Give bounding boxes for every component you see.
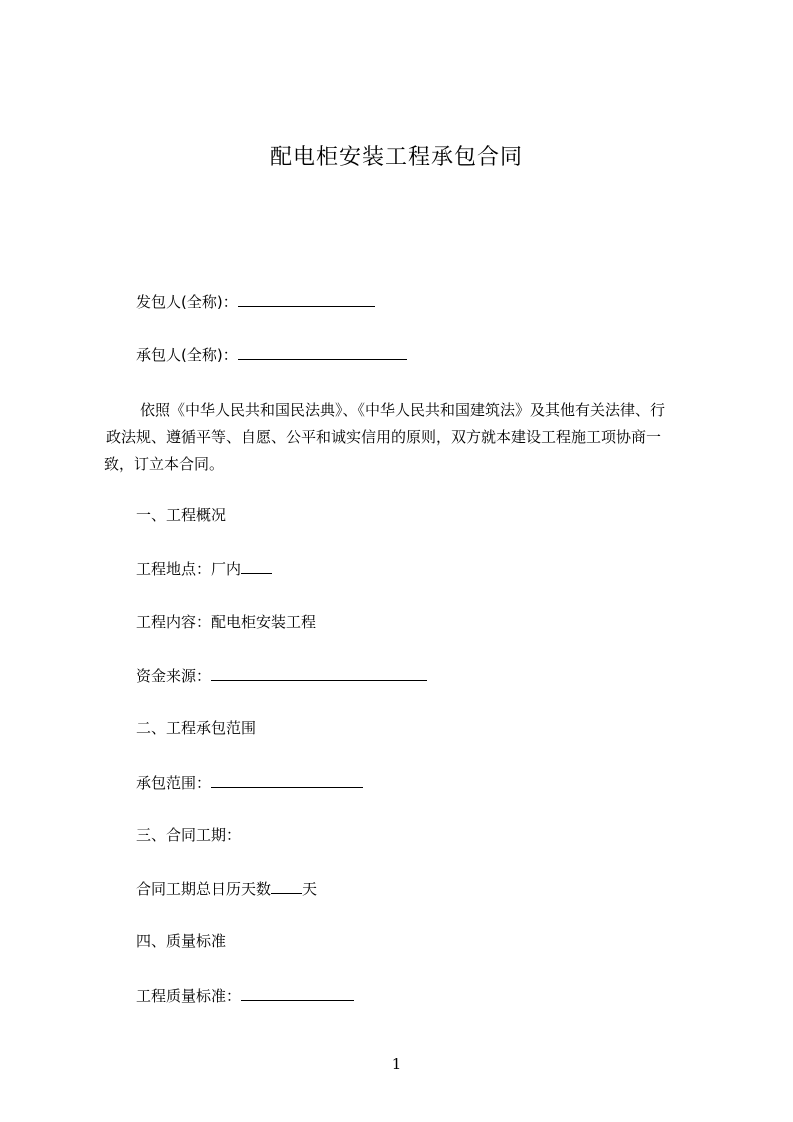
location-label: 工程地点： bbox=[136, 560, 212, 578]
duration-line bbox=[136, 878, 317, 899]
quality-label: 工程质量标准： bbox=[136, 987, 242, 1005]
page-number: 1 bbox=[391, 1055, 402, 1073]
intro-line-3: 致，订立本合同。 bbox=[104, 455, 225, 473]
funding-label: 资金来源： bbox=[136, 667, 212, 685]
section-2-heading: 二、工程承包范围 bbox=[136, 719, 257, 737]
content-line bbox=[136, 612, 316, 632]
section-1-heading: 一、工程概况 bbox=[136, 506, 227, 524]
content-value: 配电柜安装工程 bbox=[211, 613, 317, 631]
party-a-line bbox=[136, 291, 375, 312]
scope-blank[interactable] bbox=[211, 772, 363, 788]
party-b-label: 承包人(全称)： bbox=[136, 346, 238, 364]
section-4-heading: 四、质量标准 bbox=[136, 932, 227, 950]
quality-blank[interactable] bbox=[241, 985, 354, 1001]
intro-paragraph bbox=[104, 397, 704, 478]
location-line bbox=[136, 558, 272, 579]
party-b-blank[interactable] bbox=[238, 344, 407, 360]
section-3-heading: 三、合同工期： bbox=[136, 826, 242, 844]
intro-line-2: 政法规、遵循平等、自愿、公平和诚实信用的原则，双方就本建设工程施工项协商一 bbox=[106, 428, 662, 446]
party-b-line bbox=[136, 344, 407, 365]
content-label: 工程内容： bbox=[136, 613, 212, 631]
location-value: 厂内 bbox=[211, 560, 242, 578]
scope-label: 承包范围： bbox=[136, 774, 212, 792]
party-a-label: 发包人(全称)： bbox=[136, 293, 238, 311]
duration-blank[interactable] bbox=[271, 878, 302, 894]
duration-suffix: 天 bbox=[302, 880, 318, 898]
scope-line bbox=[136, 772, 363, 793]
party-a-blank[interactable] bbox=[238, 291, 375, 307]
funding-line bbox=[136, 665, 427, 686]
quality-line bbox=[136, 985, 354, 1006]
funding-blank[interactable] bbox=[211, 665, 427, 681]
location-blank[interactable] bbox=[241, 558, 272, 574]
document-title: 配电柜安装工程承包合同 bbox=[269, 145, 523, 170]
duration-prefix: 合同工期总日历天数 bbox=[136, 880, 272, 898]
intro-line-1: 依照《中华人民共和国民法典》、《中华人民共和国建筑法》及其他有关法律、行 bbox=[140, 401, 666, 419]
